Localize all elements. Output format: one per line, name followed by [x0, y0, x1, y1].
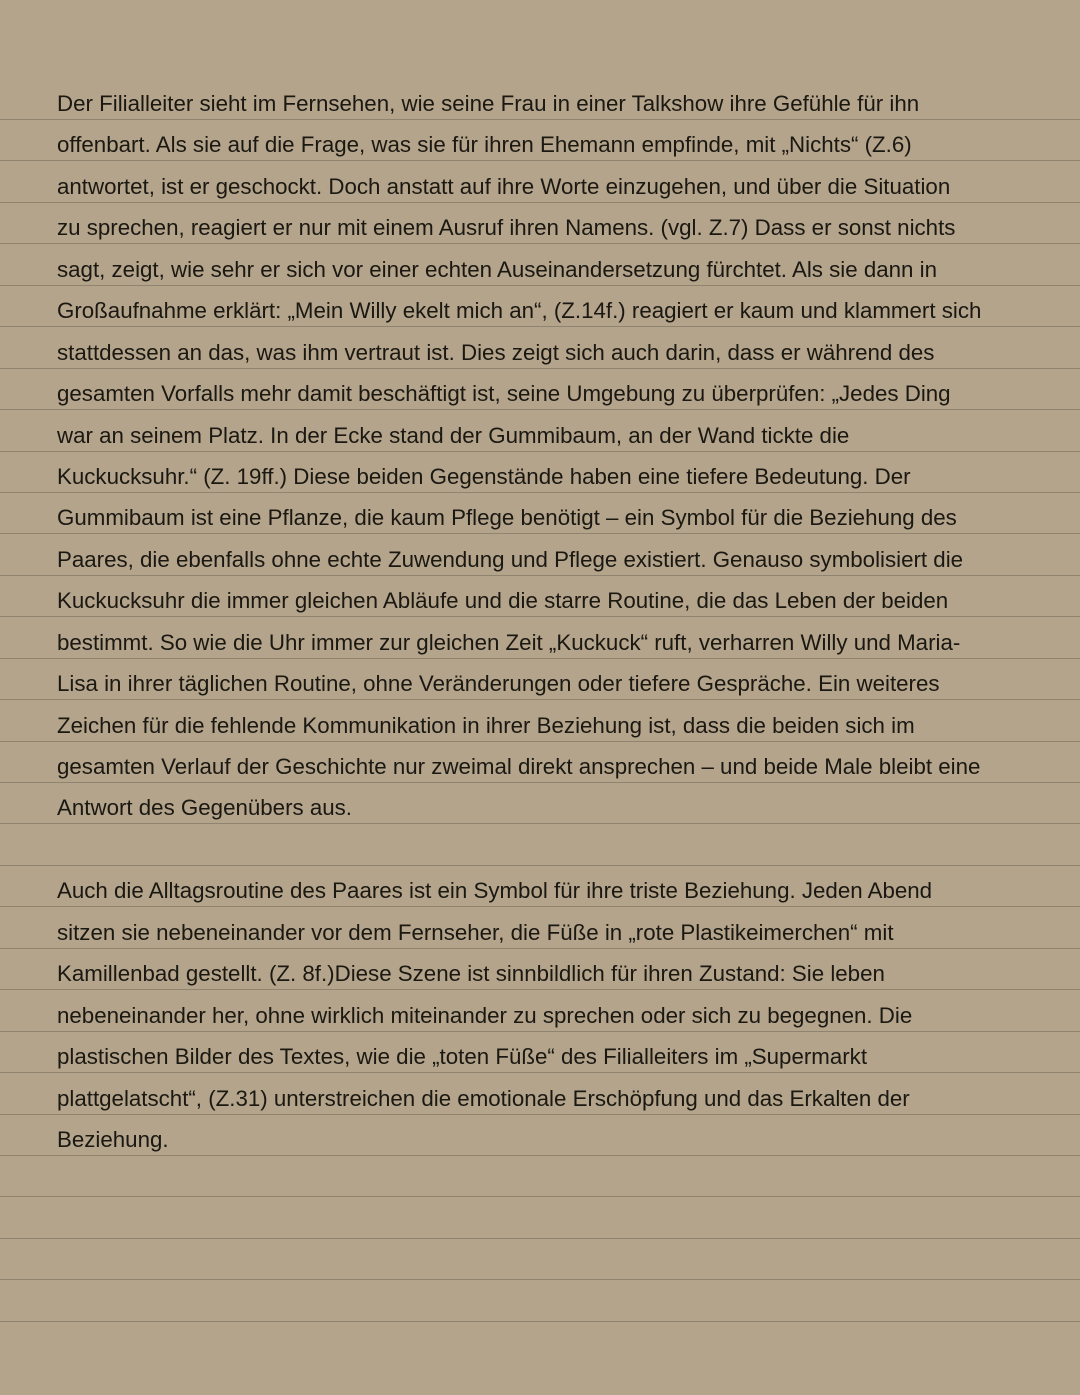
- ruled-line: [0, 452, 1080, 493]
- text-line: Kuckucksuhr.“ (Z. 19ff.) Diese beiden Gegenstände haben eine tiefere Bedeutung. Der: [57, 463, 911, 489]
- text-line: war an seinem Platz. In der Ecke stand der Gummibaum, an der Wand tickte die: [57, 422, 850, 448]
- ruled-line: [0, 244, 1080, 285]
- text-line: Der Filialleiter sieht im Fernsehen, wie seine Frau in einer Talkshow ihre Gefühle für ihn: [57, 91, 920, 117]
- text-line: sitzen sie nebeneinander vor dem Fernseher, die Füße in „rote Plastikeimerchen“ mit: [57, 919, 894, 945]
- text-line: Antwort des Gegenübers aus.: [57, 795, 352, 821]
- text-line: Lisa in ihrer täglichen Routine, ohne Veränderungen oder tiefere Gespräche. Ein weiteres: [57, 671, 940, 697]
- ruled-line: [0, 617, 1080, 658]
- ruled-line: [0, 700, 1080, 741]
- ruled-line: [0, 990, 1080, 1031]
- ruled-line: [0, 742, 1080, 783]
- ruled-line: [0, 1156, 1080, 1197]
- text-line: bestimmt. So wie die Uhr immer zur gleichen Zeit „Kuckuck“ ruft, verharren Willy und Maria-: [57, 629, 961, 655]
- text-line: antwortet, ist er geschockt. Doch anstatt auf ihre Worte einzugehen, und über die Situation: [57, 173, 951, 199]
- text-line: gesamten Verlauf der Geschichte nur zweimal direkt ansprechen – und beide Male bleibt eine: [57, 754, 981, 780]
- ruled-line: [0, 907, 1080, 948]
- ruled-line: [0, 120, 1080, 161]
- text-line: Zeichen für die fehlende Kommunikation in ihrer Beziehung ist, dass die beiden sich im: [57, 712, 915, 738]
- text-line: Paares, die ebenfalls ohne echte Zuwendung und Pflege existiert. Genauso symbolisiert die: [57, 546, 964, 572]
- ruled-line: [0, 659, 1080, 700]
- ruled-line: [0, 1032, 1080, 1073]
- ruled-line: [0, 493, 1080, 534]
- text-line: zu sprechen, reagiert er nur mit einem Ausruf ihren Namens. (vgl. Z.7) Dass er sonst nichts: [57, 215, 956, 241]
- ruled-line: [0, 286, 1080, 327]
- text-line: offenbart. Als sie auf die Frage, was sie für ihren Ehemann empfinde, mit „Nichts“ (Z.6): [57, 132, 912, 158]
- text-line: plastischen Bilder des Textes, wie die „toten Füße“ des Filialleiters im „Supermarkt: [57, 1044, 868, 1070]
- ruled-line: [0, 1115, 1080, 1156]
- ruled-line: [0, 1197, 1080, 1238]
- ruled-line: [0, 1280, 1080, 1321]
- ruled-line: [0, 866, 1080, 907]
- ruled-line: [0, 203, 1080, 244]
- text-line: gesamten Vorfalls mehr damit beschäftigt ist, seine Umgebung zu überprüfen: „Jedes Ding: [57, 381, 951, 407]
- text-line: Beziehung.: [57, 1126, 169, 1152]
- text-line: sagt, zeigt, wie sehr er sich vor einer echten Auseinandersetzung fürchtet. Als sie dann in: [57, 256, 937, 282]
- text-line: plattgelatscht“, (Z.31) unterstreichen die emotionale Erschöpfung und das Erkalten der: [57, 1085, 910, 1111]
- text-line: Gummibaum ist eine Pflanze, die kaum Pflege benötigt – ein Symbol für die Beziehung des: [57, 505, 957, 531]
- text-line: Auch die Alltagsroutine des Paares ist ein Symbol für ihre triste Beziehung. Jeden Abend: [57, 878, 933, 904]
- ruled-line: [0, 327, 1080, 368]
- ruled-line: [0, 1239, 1080, 1280]
- text-line: nebeneinander her, ohne wirklich miteinander zu sprechen oder sich zu begegnen. Die: [57, 1002, 913, 1028]
- ruled-line: [0, 161, 1080, 202]
- ruled-line: [0, 949, 1080, 990]
- ruled-line: [0, 1073, 1080, 1114]
- ruled-line: [0, 783, 1080, 824]
- text-line: Kamillenbad gestellt. (Z. 8f.)Diese Szene ist sinnbildlich für ihren Zustand: Sie leben: [57, 961, 885, 987]
- text-line: Großaufnahme erklärt: „Mein Willy ekelt mich an“, (Z.14f.) reagiert er kaum und klammert sich: [57, 298, 982, 324]
- ruled-line: [0, 369, 1080, 410]
- ruled-line: [0, 79, 1080, 120]
- ruled-line: [0, 576, 1080, 617]
- text-line: stattdessen an das, was ihm vertraut ist. Dies zeigt sich auch darin, dass er während des: [57, 339, 935, 365]
- ruled-line: [0, 410, 1080, 451]
- lined-paper: [0, 79, 1080, 1322]
- ruled-line: [0, 824, 1080, 865]
- ruled-line: [0, 534, 1080, 575]
- text-line: Kuckucksuhr die immer gleichen Abläufe und die starre Routine, die das Leben der beiden: [57, 588, 949, 614]
